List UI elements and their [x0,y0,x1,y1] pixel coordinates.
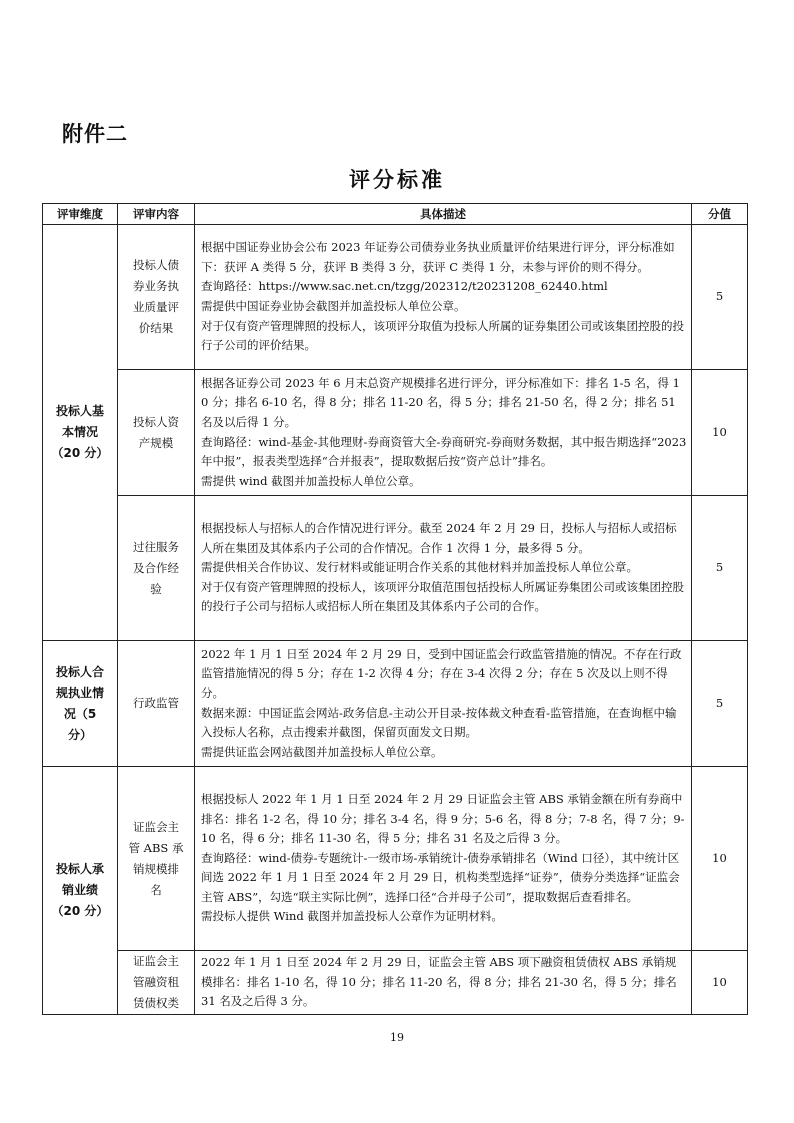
item-cell: 投标人资 产规模 [118,370,195,496]
attachment-label: 附件二 [62,122,128,146]
scoring-table [42,203,748,1015]
score-cell: 5 [692,641,748,767]
description-cell: 根据中国证券业协会公布 2023 年证券公司债券业务执业质量评价结果进行评分，评分标准如下：获评 A 类得 5 分，获评 B 类得 3 分，获评 C 类得 1 分，未参与评价的则不得分。 查询路径：https://www.sac.net.cn/tzgg/202312/t20231208_62440.html 需提供中国证券业协会截图并加盖投标人单位公章。 对于仅有资产管理牌照的投标人，该项评分取值为投标人所属的证券集团公司或该集团控股的投行子公司的评价结果。 [195,225,692,370]
page-title: 评分标准 [349,168,445,192]
table-header-row [43,204,748,225]
item-cell: 证监会主 管 ABS 承 销规模排 名 [118,767,195,951]
item-cell: 过往服务 及合作经 验 [118,496,195,641]
table-row [43,641,748,767]
dimension-compliance: 投标人合 规执业情 况（5 分） [43,641,118,767]
score-cell: 5 [692,225,748,370]
table-row [43,767,748,951]
description-cell: 2022 年 1 月 1 日至 2024 年 2 月 29 日，受到中国证监会行政监管措施的情况。不存在行政监管措施情况的得 5 分；存在 1-2 次得 4 分；存在 3-4 次得 2 分；存在 5 次及以上则不得分。 数据来源：中国证监会网站-政务信息-主动公开目录-按体裁文种查看-监管措施，在查询框中输入投标人名称，点击搜索并截图，保留页面发文日期。 需提供证监会网站截图并加盖投标人单位公章。 [195,641,692,767]
header-dimension: 评审维度 [43,204,118,225]
header-description: 具体描述 [195,204,692,225]
score-cell: 10 [692,370,748,496]
dimension-basic-info: 投标人基 本情况 （20 分） [43,225,118,641]
table-row [43,496,748,641]
item-cell: 证监会主 管融资租 赁债权类 [118,951,195,1015]
score-cell: 5 [692,496,748,641]
page-number: 19 [390,1031,404,1044]
header-score: 分值 [692,204,748,225]
description-cell: 根据投标人 2022 年 1 月 1 日至 2024 年 2 月 29 日证监会主管 ABS 承销金额在所有券商中排名：排名 1-2 名，得 10 分；排名 3-4 名，得 9 分；5-6 名，得 8 分；7-8 名，得 7 分；9-10 名，得 6 分；排名 11-30 名，得 5 分；排名 31 名及之后得 3 分。 查询路径：wind-债券-专题统计-一级市场-承销统计-债券承销排名（Wind 口径），其中统计区间选 2022 年 1 月 1 日至 2024 年 2 月 29 日，机构类型选择“证券”，债券分类选择“证监会主管 ABS”，勾选“联主实际比例”，选择口径“合并母子公司”，提取数据后查看排名。 需投标人提供 Wind 截图并加盖投标人公章作为证明材料。 [195,767,692,951]
dimension-underwriting: 投标人承 销业绩 （20 分） [43,767,118,1015]
table-row [43,951,748,1015]
score-cell: 10 [692,951,748,1015]
item-cell: 行政监管 [118,641,195,767]
score-cell: 10 [692,767,748,951]
description-cell: 2022 年 1 月 1 日至 2024 年 2 月 29 日，证监会主管 ABS 项下融资租赁债权 ABS 承销规模排名：排名 1-10 名，得 10 分；排名 11-20 名，得 8 分；排名 21-30 名，得 5 分；排名 31 名及之后得 3 分。 [195,951,692,1015]
description-cell: 根据各证券公司 2023 年 6 月末总资产规模排名进行评分，评分标准如下：排名 1-5 名，得 10 分；排名 6-10 名，得 8 分；排名 11-20 名，得 5 分；排名 21-50 名，得 2 分；排名 51 名及以后得 1 分。 查询路径：wind-基金-其他理财-券商资管大全-券商研究-券商财务数据，其中报告期选择“2023 年中报”，报表类型选择“合并报表”，提取数据后按“资产总计”排名。 需提供 wind 截图并加盖投标人单位公章。 [195,370,692,496]
table-row [43,370,748,496]
header-content: 评审内容 [118,204,195,225]
table-row [43,225,748,370]
description-cell: 根据投标人与招标人的合作情况进行评分。截至 2024 年 2 月 29 日，投标人与招标人或招标人所在集团及其体系内子公司的合作情况。合作 1 次得 1 分，最多得 5 分。 需提供相关合作协议、发行材料或能证明合作关系的其他材料并加盖投标人单位公章。 对于仅有资产管理牌照的投标人，该项评分取值范围包括投标人所属证券集团公司或该集团控股的投行子公司与招标人或招标人所在集团及其体系内子公司的合作。 [195,496,692,641]
item-cell: 投标人债 券业务执 业质量评 价结果 [118,225,195,370]
